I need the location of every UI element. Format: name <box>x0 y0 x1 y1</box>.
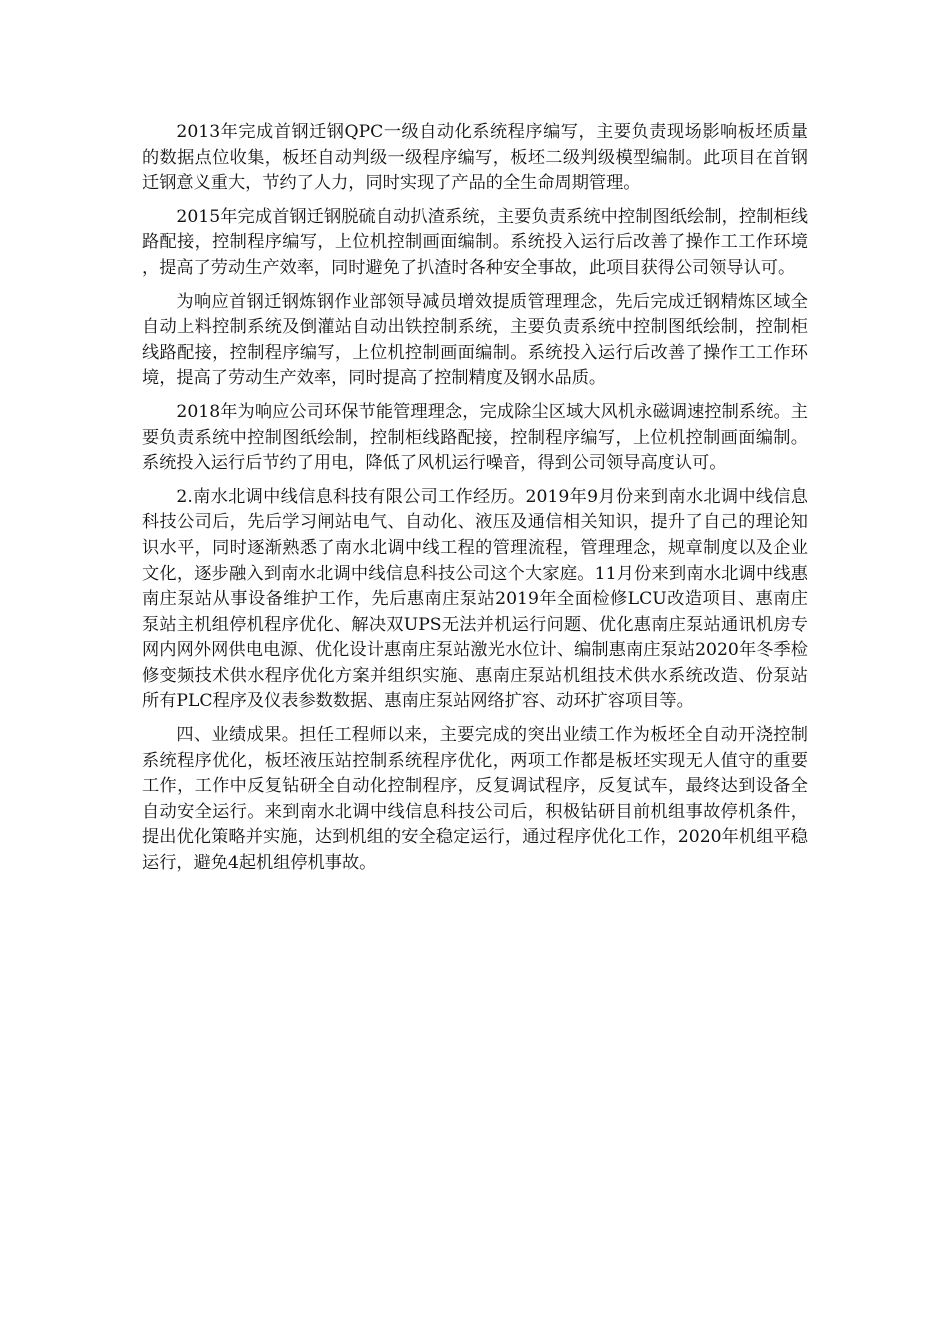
paragraph-work-experience: 2.南水北调中线信息科技有限公司工作经历。2019年9月份来到南水北调中线信息科技公司后，先后学习闸站电气、自动化、液压及通信相关知识，提升了自己的理论知识水平，同时逐渐熟悉了南水北调中线工程的管理流程，管理理念，规章制度以及企业文化，逐步融入到南水北调中线信息科技公司这个大家庭。11月份来到南水北调中线惠南庄泵站从事设备维护工作，先后惠南庄泵站2019年全面检修LCU改造项目、惠南庄泵站主机组停机程序优化、解决双UPS无法并机运行问题、优化惠南庄泵站通讯机房专网内网外网供电电源、优化设计惠南庄泵站激光水位计、编制惠南庄泵站2020年冬季检修变频技术供水程序优化方案并组织实施、惠南庄泵站机组技术供水系统改造、份泵站所有PLC程序及仪表参数数据、惠南庄泵站网络扩容、动环扩容项目等。 <box>142 486 808 712</box>
document-page <box>142 120 808 885</box>
paragraph-achievements: 四、业绩成果。担任工程师以来，主要完成的突出业绩工作为板坯全自动开浇控制系统程序优化，板坯液压站控制系统程序优化，两项工作都是板坯实现无人值守的重要工作，工作中反复钻研全自动化控制程序，反复调试程序，反复试车，最终达到设备全自动安全运行。来到南水北调中线信息科技公司后，积极钻研目前机组事故停机条件，提出优化策略并实施，达到机组的安全稳定运行，通过程序优化工作，2020年机组平稳运行，避免4起机组停机事故。 <box>142 725 808 874</box>
paragraph-dust-fan: 2018年为响应公司环保节能管理理念，完成除尘区域大风机永磁调速控制系统。主要负责系统中控制图纸绘制，控制柜线路配接，控制程序编写，上位机控制画面编制。系统投入运行后节约了用电，降低了风机运行噪音，得到公司领导高度认可。 <box>142 401 808 474</box>
paragraph-refining-feeding: 为响应首钢迁钢炼钢作业部领导减员增效提质管理理念，先后完成迁钢精炼区域全自动上料控制系统及倒灌站自动出铁控制系统，主要负责系统中控制图纸绘制，控制柜线路配接，控制程序编写，上位机控制画面编制。系统投入运行后改善了操作工工作环境，提高了劳动生产效率，同时提高了控制精度及钢水品质。 <box>142 291 808 389</box>
paragraph-desulfurization: 2015年完成首钢迁钢脱硫自动扒渣系统，主要负责系统中控制图纸绘制，控制柜线路配接，控制程序编写，上位机控制画面编制。系统投入运行后改善了操作工工作环境，提高了劳动生产效率，同时避免了扒渣时各种安全事故，此项目获得公司领导认可。 <box>142 206 808 278</box>
paragraph-qpc-automation: 2013年完成首钢迁钢QPC一级自动化系统程序编写，主要负责现场影响板坯质量的数据点位收集，板坯自动判级一级程序编写，板坯二级判级模型编制。此项目在首钢迁钢意义重大，节约了人力，同时实现了产品的全生命周期管理。 <box>142 122 808 194</box>
